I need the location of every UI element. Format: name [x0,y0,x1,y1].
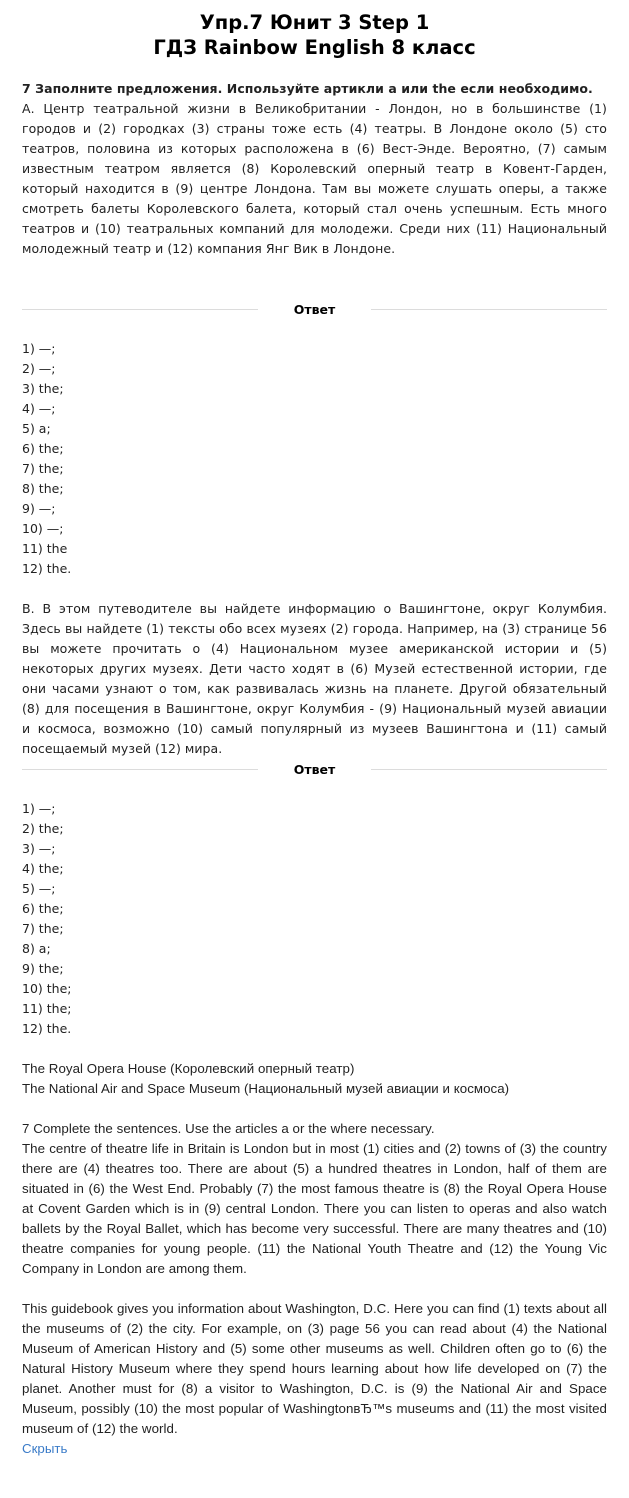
english-heading: 7 Complete the sentences. Use the articles a or the where necessary. [22,1121,435,1136]
task-section [22,79,607,1039]
answer-item: 7) the; [22,921,64,936]
answer-item: 5) —; [22,881,56,896]
answer-item: 3) the; [22,381,64,396]
answer-item: 3) —; [22,841,56,856]
answer-item: 9) the; [22,961,64,976]
answer-item: 12) the. [22,561,72,576]
answer-item: 4) the; [22,861,64,876]
task-part-a: А. Центр театральной жизни в Великобритании - Лондон, но в большинстве (1) городов и (2) городках (3) страны тоже есть (4) театры. В Лондоне около (5) сто театров, половина из которых расположена в (6) Вест-Энде. Вероятно, (7) самым известным театром является (8) Королевский оперный театр в Ковент-Гарден, который находится в (9) центре Лондона. Там вы можете слушать оперы, а также смотреть балеты Королевского балета, который стал очень успешным. Есть много театров и (10) театральных компаний для молодежи. Среди них (11) Национальный молодежный театр и (12) компания Янг Вик в Лондоне. [22,101,607,256]
answer-label: Ответ [293,761,336,777]
answers-list-a [22,339,607,579]
answer-divider-2 [22,759,607,779]
answer-item: 8) a; [22,941,51,956]
answer-item: 9) —; [22,501,56,516]
answer-item: 5) a; [22,421,51,436]
divider-rule [22,309,258,310]
answer-item: 11) the; [22,1001,72,1016]
english-text-1 [22,1119,607,1279]
answer-item: 6) the; [22,901,64,916]
divider-rule [22,769,258,770]
answer-item: 7) the; [22,461,64,476]
divider-rule [371,769,607,770]
answer-item: 4) —; [22,401,56,416]
title-line-1: Упр.7 Юнит 3 Step 1 [199,11,430,34]
answer-item: 10) the; [22,981,72,996]
answer-item: 12) the. [22,1021,72,1036]
answer-label: Ответ [293,301,336,317]
answer-divider-1 [22,299,607,319]
answer-item: 8) the; [22,481,64,496]
answer-item: 2) —; [22,361,56,376]
english-para-1: The centre of theatre life in Britain is London but in most (1) cities and (2) towns of (3) the country there are (4) theatres too. There are about (5) a hundred theatres in London, half of them are situated in (6) the West End. Probably (7) the most famous theatre is (8) the Royal Opera House at Covent Garden which is in (9) central London. There you can listen to operas and also watch ballets by the Royal Ballet, which has become very successful. There are many theatres and (10) theatre companies for young people. (11) the National Youth Theatre and (12) the Young Vic Company in London are among them. [22,1141,607,1276]
hide-link[interactable]: Скрыть [22,1441,68,1456]
english-section [22,1059,607,1459]
answer-item: 1) —; [22,801,56,816]
note-line: The National Air and Space Museum (Национальный музей авиации и космоса) [22,1081,510,1096]
answers-list-b [22,799,607,1039]
title-line-2: ГДЗ Rainbow English 8 класс [153,36,476,59]
task-part-b: В. В этом путеводителе вы найдете информацию о Вашингтоне, округ Колумбия. Здесь вы найдете (1) тексты обо всех музеях (2) города. Например, на (3) странице 56 вы можете прочитать о (4) Национальном музее американской истории и (5) некоторых других музеях. Дети часто ходят в (6) Музей естественной истории, где они часами узнают о том, как развивалась жизнь на планете. Другой обязательный (8) для посещения в Вашингтоне, округ Колумбия - (9) Национальный музей авиации и космоса, возможно (10) самый популярный из музеев Вашингтона и (11) самый посещаемый музей (12) мира. [22,601,607,756]
answer-item: 11) the [22,541,68,556]
task-heading: 7 Заполните предложения. Используйте артикли a или the если необходимо. [22,81,593,96]
answer-item: 2) the; [22,821,64,836]
page-title [22,10,607,60]
answer-item: 10) —; [22,521,64,536]
task-text-a [22,79,607,259]
divider-rule [371,309,607,310]
answer-item: 6) the; [22,441,64,456]
note-line: The Royal Opera House (Королевский оперный театр) [22,1061,355,1076]
answer-item: 1) —; [22,341,56,356]
english-para-2: This guidebook gives you information about Washington, D.C. Here you can find (1) texts about all the museums of (2) the city. For example, on (3) page 56 you can read about (4) the National Museum of American History and (5) some other museums as well. Children often go to (6) the Natural History Museum where they spend hours learning about how life developed on (7) the planet. Another must for (8) a visitor to Washington, D.C. is (9) the National Air and Space Museum, possibly (10) the most popular of WashingtonвЂ™s museums and (11) the most visited museum of (12) the world. [22,1301,607,1436]
